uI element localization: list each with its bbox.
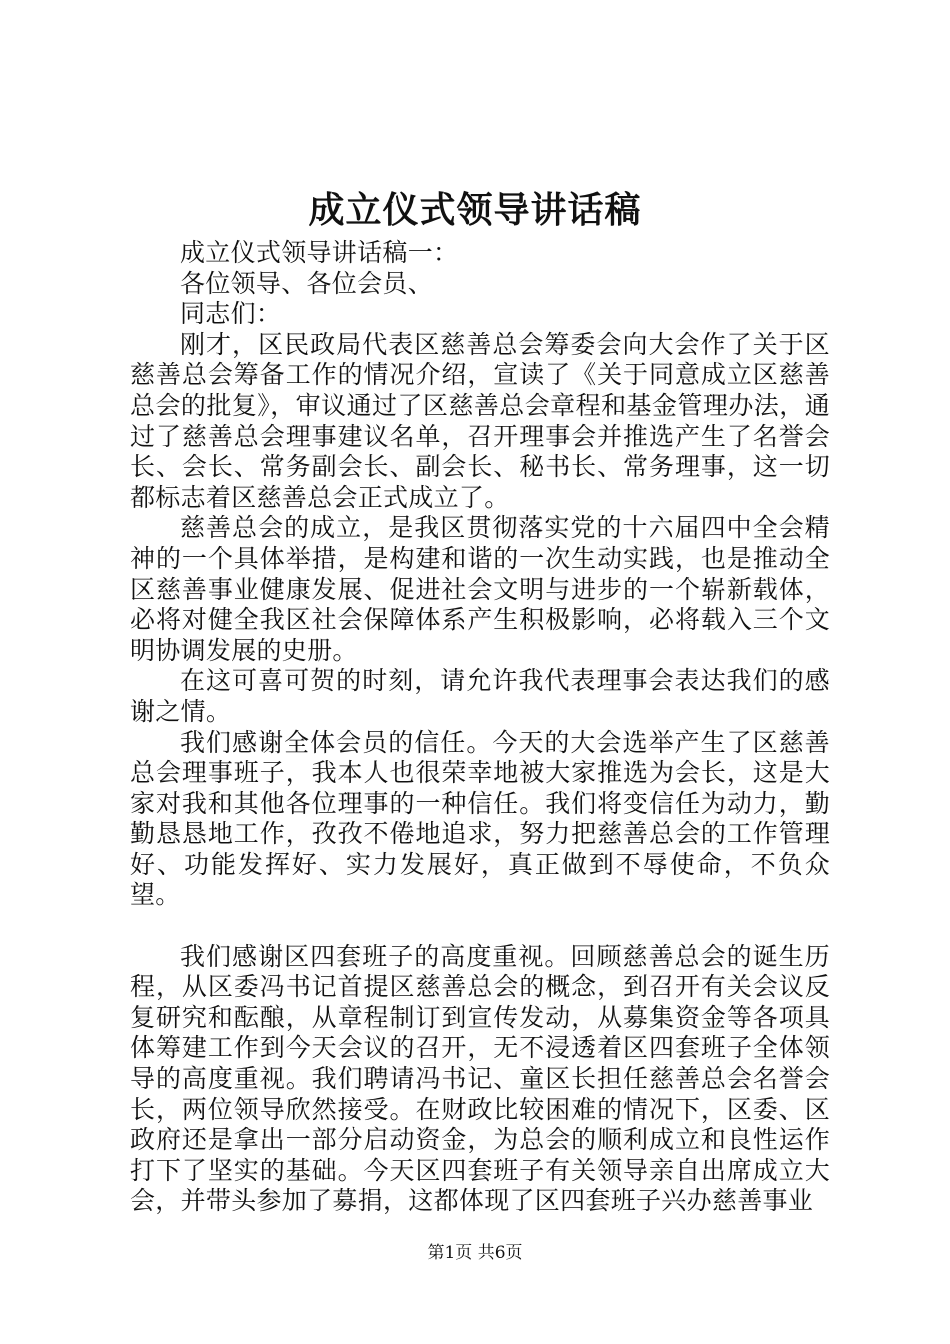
- paragraph-salutation-2: 同志们：: [180, 299, 282, 329]
- paragraph: 我们感谢全体会员的信任。今天的大会选举产生了区慈善总会理事班子，我本人也很荣幸地被大家推选为会长，这是大家对我和其他各位理事的一种信任。我们将变信任为动力，勤勤恳恳地工作，孜孜不倦地追求，努力把慈善总会的工作管理好、功能发挥好、实力发展好，真正做到不辱使命，不负众望。: [130, 727, 830, 910]
- paragraph: 我们感谢区四套班子的高度重视。回顾慈善总会的诞生历程，从区委冯书记首提区慈善总会的概念，到召开有关会议反复研究和酝酿，从章程制订到宣传发动，从募集资金等各项具体筹建工作到今天会议的召开，无不浸透着区四套班子全体领导的高度重视。我们聘请冯书记、童区长担任慈善总会名誉会长，两位领导欣然接受。在财政比较困难的情况下，区委、区政府还是拿出一部分启动资金，为总会的顺利成立和良性运作打下了坚实的基础。今天区四套班子有关领导亲自出席成立大会，并带头参加了募捐，这都体现了区四套班子兴办慈善事业: [130, 941, 830, 1216]
- paragraph-salutation-1: 各位领导、各位会员、: [180, 268, 434, 298]
- paragraph-heading: 成立仪式领导讲话稿一：: [180, 238, 459, 267]
- paragraph: 慈善总会的成立，是我区贯彻落实党的十六届四中全会精神的一个具体举措，是构建和谐的一次生动实践，也是推动全区慈善事业健康发展、促进社会文明与进步的一个崭新载体，必将对健全我区社会保障体系产生积极影响，必将载入三个文明协调发展的史册。: [130, 513, 830, 665]
- paragraph: 在这可喜可贺的时刻，请允许我代表理事会表达我们的感谢之情。: [130, 666, 830, 726]
- page-footer: 第1页 共6页: [427, 1243, 523, 1263]
- document-body: [130, 238, 830, 1217]
- paragraph: 刚才，区民政局代表区慈善总会筹委会向大会作了关于区慈善总会筹备工作的情况介绍，宣读了《关于同意成立区慈善总会的批复》，审议通过了区慈善总会章程和基金管理办法，通过了慈善总会理事建议名单，召开理事会并推选产生了名誉会长、会长、常务副会长、副会长、秘书长、常务理事，这一切都标志着区慈善总会正式成立了。: [130, 329, 830, 512]
- document-title: 成立仪式领导讲话稿: [308, 189, 642, 231]
